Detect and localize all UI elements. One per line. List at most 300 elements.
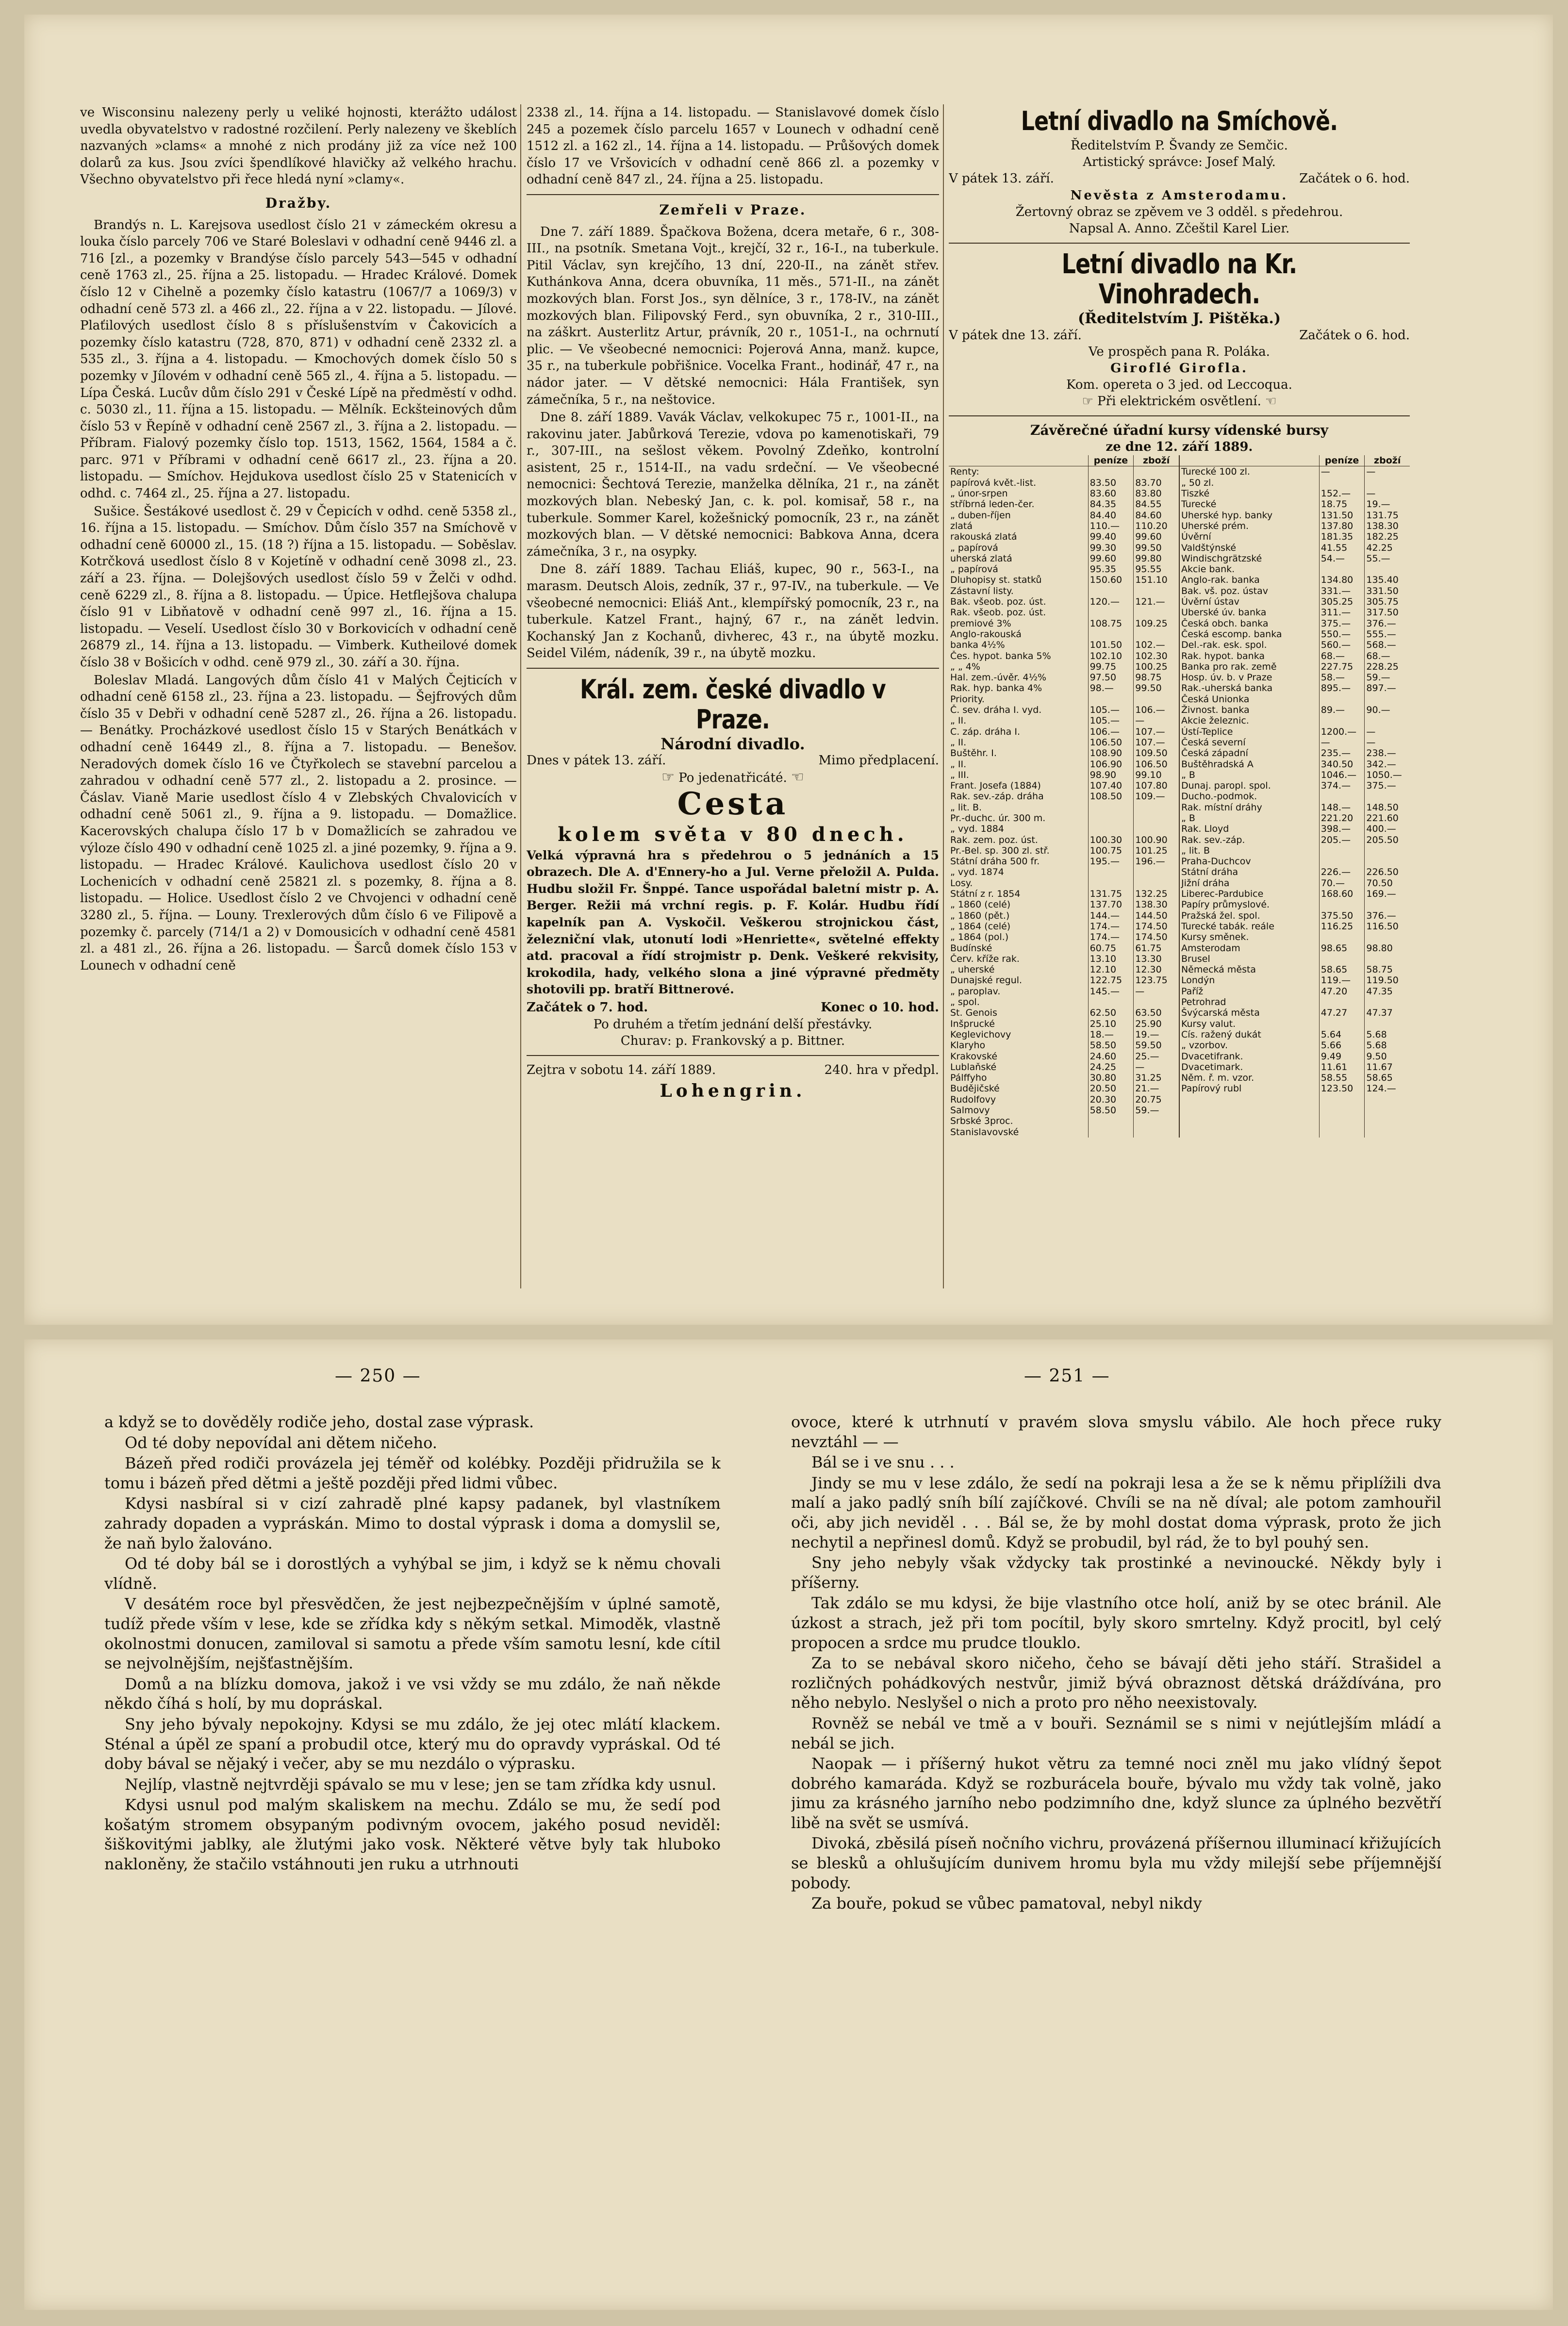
bourse-cell: 99.40 [1088,531,1134,542]
bourse-cell: „ duben-říjen [950,510,1011,521]
bourse-cell [1179,1116,1319,1126]
bourse-cell: — [1365,737,1410,748]
bourse-cell: Keglevichovy [950,1029,1011,1040]
bourse-cell: 145.— [1088,986,1134,997]
story-paragraph: Rovněž se nebál ve tmě a v bouři. Seznámil se s nimi v nejútlejším mládí a nebál se jich. [791,1714,1441,1752]
bourse-row [949,543,1410,553]
bourse-cell: 102.30 [1134,651,1179,661]
bourse-cell: 109.25 [1134,618,1179,629]
bourse-cell: Státní z r. 1854 [950,889,1021,900]
end-time: Konec o 10. hod. [821,1000,939,1015]
column-rule [943,104,944,1288]
story-paragraph: Bál se i ve snu . . . [811,1453,955,1472]
bourse-row [949,791,1410,802]
bourse-row [949,954,1410,964]
bourse-cell: Turecké tabák. reále [1179,921,1319,932]
bourse-cell: 24.25 [1088,1062,1134,1072]
bourse-row [949,466,1410,478]
bourse-cell: „ 50 zl. [1179,478,1319,488]
bourse-cell: 41.55 [1319,543,1365,553]
bourse-cell: 110.— [1088,521,1134,531]
pointing-hand-icon: ☞ [661,768,675,786]
bourse-cell: Úvěrní ústav [1179,596,1319,607]
bourse-cell [1134,586,1179,596]
bourse-cell: 83.50 [1088,478,1134,488]
bourse-cell [1134,824,1179,834]
page-number-left: — 250 — [335,1366,421,1386]
bourse-cell: 98.75 [1134,672,1179,683]
bourse-cell: 11.67 [1365,1062,1410,1072]
bourse-cell [1134,466,1179,478]
bourse-cell [1179,1105,1319,1116]
news-paragraph: ve Wisconsinu nalezeny perly u veliké hojnosti, kterážto událost uvedla obyvatelstvo v radostné rozčilení. Perly nalezeny ve škeblích nazvaných »clams« a mnohé z nich prodány již za více než 100 dolarů za kus. Jsou zvíci špendlíkové hlavičky až velkého hrachu. Všechno obyvatelstvo při řece hledá nyní »clamy«. [80,105,517,187]
bourse-cell: Hosp. úv. b. v Praze [1179,672,1319,683]
bourse-cell: Budínské [950,942,992,954]
smichov-date-row [949,170,1410,187]
bourse-cell [1088,824,1134,834]
bourse-row [949,586,1410,596]
bourse-cell: 895.— [1319,683,1365,693]
bourse-cell: — [1134,715,1179,726]
bourse-header-row [949,455,1410,466]
bourse-row [949,867,1410,877]
bourse-cell: rakouská zlatá [950,531,1017,543]
bourse-cell: C. záp. dráha I. [950,726,1020,737]
bourse-row [949,651,1410,661]
bourse-cell: „ 1860 (pět.) [950,910,1010,921]
bourse-row [949,478,1410,488]
bourse-cell: Něm. ř. m. vzor. [1179,1072,1319,1083]
bourse-cell: Rak. hypot. banka [1179,651,1319,661]
bourse-cell: 106.— [1134,705,1179,715]
bourse-cell: Státní dráha [1179,867,1319,877]
bourse-cell: Amsterodam [1179,943,1319,954]
bourse-cell [1088,813,1134,824]
bourse-cell: 131.75 [1365,510,1410,521]
bourse-cell: 235.— [1319,748,1365,759]
story-paragraph: Divoká, zběsilá píseň nočního vichru, provázená příšernou illuminací křižujících se blesků a ohlušujícím dunivem hromu byla mu vždy milejší sebe příjemnější pobody. [791,1834,1441,1892]
story-paragraph: Domů a na blízku domova, jakož i ve vsi vždy se mu zdálo, že naň někde někdo číhá s holí, by mu dopráskal. [104,1674,721,1713]
bourse-cell: Rak. sev.-záp. [1179,835,1319,845]
bourse-cell: 68.— [1319,651,1365,661]
bourse-cell: — [1365,488,1410,499]
bourse-cell [1179,1094,1319,1105]
bourse-cell: Srbské 3proc. [950,1116,1013,1127]
bourse-cell: 47.27 [1319,1007,1365,1018]
bourse-cell: 100.90 [1134,835,1179,845]
bourse-cell: 311.— [1319,607,1365,618]
auction-paragraph: Brandýs n. L. Karejsova usedlost číslo 21 v zámeckém okresu a louka číslo parcely 706 ve Staré Boleslavi v odhadní ceně 9446 zl. a 716 [zl., a pozemky v Brandýse číslo parcely 543—545 v odhadní ceně 1763 zl., 25. října a 25. listopadu. — Hradec Králové. Domek číslo 12 v Cihelně a pozemky číslo katastru (1067/7 a 1069/3) v odhadní ceně 573 zl. a 466 zl., 22. října a v 22. listopadu. — Jílové. Plaťilových usedlost číslo 8 s příslušenstvím v Čakovicích a pozemky číslo katastru (728, 870, 871) v odhadní ceně 2332 zl. a 535 zl., 3. října a 4. listopadu. — Kmochových domek číslo 50 s pozemky v Jílovém v odhadní ceně 565 zl., 4. října a 5. listopadu. — Lípa Česká. Lucův dům číslo 291 v České Lípě na předměstí v odhd. c. 5030 zl., 11. října a 15. listopadu. — Mělník. Eckšteinových dům číslo 53 v Řepíně v odhadní ceně 2567 zl., 3. října a 2. listopadu. — Příbram. Fialový pozemky číslo top. 1513, 1562, 1564, 1584 a č. parc. 971 v Příbrami v odhadní ceně 6617 zl., 23. října a 20. listopadu. — Smíchov. Hejdukova usedlost číslo 25 v Statenicích v odhd. c. 7464 zl., 25. října a 27. listopadu. [80,217,517,501]
bourse-cell [1365,997,1410,1007]
bourse-row [949,715,1410,726]
bourse-cell: 134.80 [1319,575,1365,585]
bourse-cell: 305.75 [1365,596,1410,607]
bourse-cell: 331.50 [1365,586,1410,596]
bourse-cell: 897.— [1365,683,1410,693]
national-theatre-subtitle: Národní divadlo. [660,735,805,753]
bourse-cell: 107.40 [1088,780,1134,791]
bourse-cell: 174.50 [1134,932,1179,942]
smichov-artistic: Artistický správce: Josef Malý. [1083,155,1276,169]
bourse-cell: „ 1860 (celé) [950,899,1011,910]
bourse-cell: papírová květ.-list. [950,477,1037,488]
bourse-cell: 119.— [1319,975,1365,986]
bourse-cell [1088,466,1134,478]
bourse-cell: Bak. všeob. poz. úst. [950,596,1046,608]
bourse-cell: 83.80 [1134,488,1179,499]
choir-note: Churav: p. Frankovský a p. Bittner. [620,1033,845,1048]
bourse-cell: 99.60 [1134,531,1179,542]
bourse-cell [1319,899,1365,910]
bourse-cell: 148.— [1319,802,1365,813]
bourse-cell: 138.30 [1134,899,1179,910]
start-time: Začátek o 7. hod. [527,1000,648,1015]
bourse-cell: 25.90 [1134,1019,1179,1029]
bourse-row [949,899,1410,910]
bourse-cell: Pražská žel. spol. [1179,910,1319,921]
bourse-row [949,975,1410,986]
bourse-cell: 375.50 [1319,910,1365,921]
bourse-cell: uherská zlatá [950,553,1012,564]
bourse-row [949,932,1410,942]
vinohrady-play: Giroflé Girofla. [1110,361,1248,376]
bourse-row [949,618,1410,629]
benefit-text: Po jedenatřicáté. [678,770,787,785]
bourse-cell: 109.50 [1134,748,1179,759]
bourse-cell: 84.40 [1088,510,1134,521]
time-row [527,999,939,1016]
bourse-cell: 68.— [1365,651,1410,661]
bourse-cell: 400.— [1365,824,1410,834]
bourse-cell: 47.35 [1365,986,1410,997]
bourse-cell: Česká escomp. banka [1179,629,1319,640]
bourse-cell: Rak. sev.-záp. dráha [950,791,1044,802]
bourse-cell: 398.— [1319,824,1365,834]
bourse-cell: 25.— [1134,1051,1179,1062]
bourse-row [949,997,1410,1007]
bourse-cell: Inšprucké [950,1018,995,1029]
play-title: Cesta [677,785,789,822]
bourse-cell: 5.64 [1319,1029,1365,1040]
bourse-cell: Anglo-rak. banka [1179,575,1319,585]
bourse-row [949,521,1410,531]
bourse-cell: 90.— [1365,705,1410,715]
story-paragraph: Od té doby bál se i dorostlých a vyhýbal se jim, i když se k němu chovali vlídně. [104,1554,721,1593]
bourse-cell: „ B [1179,813,1319,824]
bourse-cell: 106.50 [1134,759,1179,770]
bourse-cell: Rudolfovy [950,1094,996,1105]
bourse-cell [1365,899,1410,910]
bourse-cell: 98.65 [1319,943,1365,954]
bourse-cell [1088,629,1134,640]
vinohrady-start: Začátek o 6. hod. [1299,328,1410,343]
bourse-cell: Dvacetifrank. [1179,1051,1319,1062]
bourse-cell: 31.25 [1134,1072,1179,1083]
bourse-cell: Dunajské regul. [950,975,1023,986]
bourse-cell: 42.25 [1365,543,1410,553]
bourse-cell: Lublaňské [950,1061,997,1072]
bourse-cell: 135.40 [1365,575,1410,585]
smichov-director: Ředitelstvím P. Švandy ze Semčic. [1071,138,1288,153]
bourse-cell: Priority. [950,693,985,705]
bourse-cell: 150.60 [1088,575,1134,585]
bourse-row [949,856,1410,867]
bourse-cell: Rak. zem. poz. úst. [950,834,1038,845]
bourse-cell: 59.— [1134,1105,1179,1116]
story-paragraph: ovoce, které k utrhnutí v pravém slova smyslu vábilo. Ale hoch přece ruky nevztáhl — — [791,1413,1441,1451]
bourse-cell [1088,694,1134,705]
smichov-play: Nevěsta z Amsterodamu. [1070,188,1288,203]
bourse-cell [1365,845,1410,856]
bourse-cell: Praha-Duchcov [1179,856,1319,867]
bourse-cell: „ vyd. 1884 [950,824,1004,835]
auction-paragraph: Boleslav Mladá. Langových dům číslo 41 v Malých Čejticích v odhadní ceně 6158 zl., 23. října a 23. listopadu. — Šejfrových dům číslo 35 v Debři v odhadní ceně 5287 zl., 26. října a 26. listopadu. — Benátky. Procházkové usedlost číslo 15 v Starých Benátkách v odhadní ceně 16449 zl., 8. října a 7. listopadu. — Benešov. Neradových domek číslo 16 ve Čtyřkolech se stavební parcelou a zahradou v odhadní ceně 577 zl., 2. listopadu a 2. prosince. — Čáslav. Vianě Marie usedlost číslo 4 v Zlebských Chvalovicích v odhadní ceně 5061 zl., 9. října a 9. listopadu. — Domažlice. Kacerovských chalupa číslo 17 b v Domažlicích se zahradou ve výloze číslo 490 v odhadní ceně 1025 zl. a jiné pozemky, 9. října a 9. listopadu. — Hradec Králové. Kaulichova usedlost číslo 20 v Lochenicích v odhadní ceně 25821 zl. s pozemky, 8. října a 8. listopadu. — Holice. Usedlost číslo 2 ve Chvojenci v odhadní ceně 3280 zl., 5. října. — Louny. Trexlerových dům číslo 6 ve Filipově a pozemky č. parcely (714/1 a 2) v Domousicích v odhadní ceně 4581 zl. a 481 zl., 26. října a 26. listopadu. — Šarců domek číslo 153 v Lounech v odhadní ceně [80,673,517,973]
bourse-cell [1319,856,1365,867]
bourse-cell: „ vyd. 1874 [950,867,1004,878]
bourse-row [949,510,1410,521]
bourse-row [949,824,1410,834]
bourse-cell [1134,1116,1179,1126]
bourse-cell [1365,715,1410,726]
bourse-row [949,575,1410,585]
bourse-cell [1134,867,1179,877]
bourse-cell: 58.65 [1365,1072,1410,1083]
bourse-cell [1319,1094,1365,1105]
tomorrow-subscription: 240. hra v předpl. [824,1062,939,1077]
bourse-cell [1365,564,1410,575]
bourse-title: Závěrečné úřadní kursy vídenské bursy [1030,422,1329,439]
bourse-cell [1134,629,1179,640]
bourse-cell [1365,1094,1410,1105]
bourse-cell: 132.25 [1134,889,1179,899]
bourse-cell: 11.61 [1319,1062,1365,1072]
deaths-paragraph: Dne 8. září 1889. Tachau Eliáš, kupec, 90 r., 563-I., na marasm. Deutsch Alois, zedník, 37 r., 97-IV., na tuberkule. — Ve všeobecné nemocnici: Eliáš Ant., klempířský pomocník, 23 r., na tuberkule. Katzel Frant., hajný, 67 r., na zánět ledvin. Kochanský Jan z Kochanů, divherec, 43 r., na úbytě mozku. Seidel Vilém, nádeník, 39 r., na úbytě mozku. [527,562,939,661]
bourse-cell: 58.65 [1319,964,1365,975]
story-paragraph: Sny jeho bývaly nepokojny. Kdysi se mu zdálo, že jej otec mlátí klackem. Sténal a úpěl ze spaní a probudil otce, který mu do opravdy vypráskal. Od té doby bával se nějaký i večer, aby se mu nezdálo o výprasku. [104,1715,721,1773]
subscription-note: Mimo předplacení. [818,753,939,768]
bourse-cell: 99.75 [1088,661,1134,672]
bourse-cell: Bak. vš. poz. ústav [1179,586,1319,596]
bourse-row [949,564,1410,575]
bourse-cell [1134,997,1179,1007]
bourse-cell: Uherské prém. [1179,521,1319,531]
bourse-cell: 174.50 [1134,921,1179,932]
pointing-hand-icon: ☜ [1265,394,1277,409]
deaths-paragraph: Dne 7. září 1889. Špačkova Božena, dcera metaře, 6 r., 308-III., na psotník. Smetana Vojt., krejčí, 32 r., 16-I., na tuberkule. Pitil Václav, syn krejčího, 13 dní, 220-II., na zánět střev. Kuthánkova Anna, dcera obuvníka, 11 měs., 571-II., na zánět mozkových blan. Forst Jos., syn dělníce, 3 r., 178-IV., na zánět mozkových blan. Filipovský Ferd., syn obuvníka, 2 r., 310-III., na záškrt. Austerlitz Artur, právník, 20 r., 1051-I., na ochrnutí plic. — Ve všeobecné nemocnici: Pojerová Anna, manž. kupce, 35 r., na tuberkule pobřišnice. Vocelka Frant., hodinář, 47 r., na nádor jater. — V dětské nemocnici: Hála František, syn zámečníka, 5 r., na neštovice. [527,224,939,407]
bourse-cell: 70.— [1319,878,1365,889]
bourse-cell: 5.68 [1365,1040,1410,1051]
bourse-cell [1319,694,1365,705]
bourse-cell: 376.— [1365,910,1410,921]
bourse-row [949,726,1410,737]
bourse-cell [1088,1127,1134,1138]
bourse-cell: 100.75 [1088,845,1134,856]
bourse-cell: „ spol. [950,997,980,1008]
bourse-cell: Česká severní [1179,737,1319,748]
bourse-cell: 227.75 [1319,661,1365,672]
bourse-cell: 108.75 [1088,618,1134,629]
bourse-cell: 340.50 [1319,759,1365,770]
bourse-cell: — [1319,466,1365,478]
story-paragraph: a když se to dověděly rodiče jeho, dostal zase výprask. [104,1413,534,1431]
bourse-row [949,737,1410,748]
bourse-cell: 108.50 [1088,791,1134,802]
bourse-cell: 342.— [1365,759,1410,770]
bourse-cell: 226.50 [1365,867,1410,877]
bourse-cell: 106.— [1088,726,1134,737]
bourse-cell: Ducho.-podmok. [1179,791,1319,802]
bourse-cell: Akcie železnic. [1179,715,1319,726]
bourse-cell: Jižní dráha [1179,878,1319,889]
bourse-cell: 25.10 [1088,1019,1134,1029]
bourse-cell [1088,607,1134,618]
header-goods: zboží [1365,455,1410,466]
bourse-cell: 58.50 [1088,1040,1134,1051]
bourse-cell: Buštěhradská A [1179,759,1319,770]
bourse-cell: 19.— [1365,499,1410,510]
bourse-cell: 12.10 [1088,964,1134,975]
bourse-cell: 107.80 [1134,780,1179,791]
bourse-cell: 375.— [1319,618,1365,629]
bourse-cell: Státní dráha 500 fr. [950,856,1040,867]
bourse-cell: 55.— [1365,553,1410,564]
bourse-row [949,683,1410,693]
vinohrady-theatre-title: Letní divadlo na Kr. Vinohradech. [1061,248,1297,310]
bourse-cell: Banka pro rak. země [1179,661,1319,672]
bourse-cell: 84.55 [1134,499,1179,510]
bourse-row [949,499,1410,510]
bourse-cell: 59.50 [1134,1040,1179,1051]
bourse-cell: Papírový rubl [1179,1083,1319,1094]
bourse-cell: Česká Unionka [1179,694,1319,705]
bourse-cell: 98.— [1088,683,1134,693]
bourse-cell: 99.50 [1134,543,1179,553]
bourse-row [949,553,1410,564]
bourse-cell: 20.75 [1134,1094,1179,1105]
bourse-cell: 116.25 [1319,921,1365,932]
bourse-row [949,921,1410,932]
bourse-cell [1365,1105,1410,1116]
bourse-cell: Pr.-duchc. úr. 300 m. [950,812,1046,824]
bourse-cell: 226.— [1319,867,1365,877]
bourse-cell: 374.— [1319,780,1365,791]
bourse-cell [1134,607,1179,618]
bourse-cell [1088,997,1134,1007]
bourse-cell: Kursy směnek. [1179,932,1319,942]
bourse-cell: 84.60 [1134,510,1179,521]
bourse-cell: 99.80 [1134,553,1179,564]
bourse-cell: 83.60 [1088,488,1134,499]
bourse-table [949,455,1410,1138]
bourse-cell [1365,1127,1410,1138]
bourse-cell: Uherské hyp. banky [1179,510,1319,521]
bourse-cell: 144.50 [1134,910,1179,921]
bourse-cell: „ uherské [950,964,995,975]
story-paragraph: Za bouře, pokud se vůbec pamatoval, nebyl nikdy [811,1894,1202,1913]
bourse-cell: 58.— [1319,672,1365,683]
bourse-row [949,629,1410,640]
bourse-cell: 20.30 [1088,1094,1134,1105]
bourse-row [949,845,1410,856]
bourse-cell: 101.25 [1134,845,1179,856]
bourse-row [949,943,1410,954]
bourse-cell [1319,1105,1365,1116]
bourse-cell: 560.— [1319,640,1365,650]
bourse-row [949,748,1410,759]
bourse-cell: „ 1864 (celé) [950,921,1011,932]
bourse-cell: Pálffyho [950,1072,987,1084]
bourse-cell: Pr.-Bel. sp. 300 zl. stř. [950,845,1050,856]
column-news [80,104,517,1298]
bourse-cell [1319,1127,1365,1138]
bourse-cell [1365,856,1410,867]
bourse-cell: 196.— [1134,856,1179,867]
bourse-row [949,1029,1410,1040]
deaths-heading: Zemřeli v Praze. [659,201,807,218]
bourse-cell: Londýn [1179,975,1319,986]
page-number-right: — 251 — [1024,1366,1110,1386]
bourse-cell: 5.68 [1365,1029,1410,1040]
bourse-cell [1365,791,1410,802]
vinohrady-date-row [949,327,1410,344]
bourse-cell: 124.— [1365,1083,1410,1094]
bourse-cell: 121.— [1134,596,1179,607]
electric-light-line [949,393,1410,410]
bourse-cell: Del.-rak. esk. spol. [1179,640,1319,650]
bourse-cell [1088,802,1134,813]
vinohrady-date: V pátek dne 13. září. [949,328,1082,343]
bourse-cell [1134,802,1179,813]
divider [949,243,1410,244]
bourse-row [949,596,1410,607]
bourse-cell: Rak. hyp. banka 4% [950,683,1042,694]
bourse-cell: Červ. kříže rak. [950,953,1020,964]
book-page-bottom [24,1339,1553,2310]
bourse-cell: premiové 3% [950,618,1011,629]
play-subtitle: kolem světa v 80 dnech. [558,823,908,846]
bourse-cell [1134,1127,1179,1138]
bourse-row [949,835,1410,845]
bourse-cell: 568.— [1365,640,1410,650]
bourse-cell [1319,932,1365,942]
bourse-cell: Brusel [1179,954,1319,964]
bourse-cell: 151.10 [1134,575,1179,585]
auction-continuation: 2338 zl., 14. října a 14. listopadu. — Stanislavové domek číslo 245 a pozemek číslo parcelu 1657 v Lounech v odhadní ceně 1512 zl. a 162 zl., 14. října a 14. listopadu. — Průšových domek číslo 17 ve Vršovicích v odhadní ceně 866 zl. a pozemky v odhadní ceně 847 zl., 24. října a 25. listopadu. [527,105,939,187]
bourse-cell: 174.— [1088,932,1134,942]
header-goods: zboží [1134,455,1179,466]
pointing-hand-icon: ☞ [1082,394,1093,409]
bourse-cell: 375.— [1365,780,1410,791]
bourse-cell [1319,845,1365,856]
bourse-cell: Rak. Lloyd [1179,824,1319,834]
story-column-right [791,1412,1441,2300]
bourse-row [949,661,1410,672]
bourse-cell: — [1134,1062,1179,1072]
bourse-cell: Windischgrätzské [1179,553,1319,564]
bourse-cell: 59.— [1365,672,1410,683]
bourse-cell: „ paroplav. [950,986,1001,997]
bourse-cell: 105.— [1088,715,1134,726]
bourse-cell: Č. sev. dráha I. vyd. [950,705,1042,716]
bourse-cell: Buštěhr. I. [950,748,997,759]
bourse-cell: 99.50 [1134,683,1179,693]
bourse-row [949,802,1410,813]
bourse-cell [1319,564,1365,575]
bourse-cell: 5.66 [1319,1040,1365,1051]
bourse-row [949,672,1410,683]
story-paragraph: Od té doby nepovídal ani dětem ničeho. [125,1433,437,1452]
bourse-cell: 169.— [1365,889,1410,899]
